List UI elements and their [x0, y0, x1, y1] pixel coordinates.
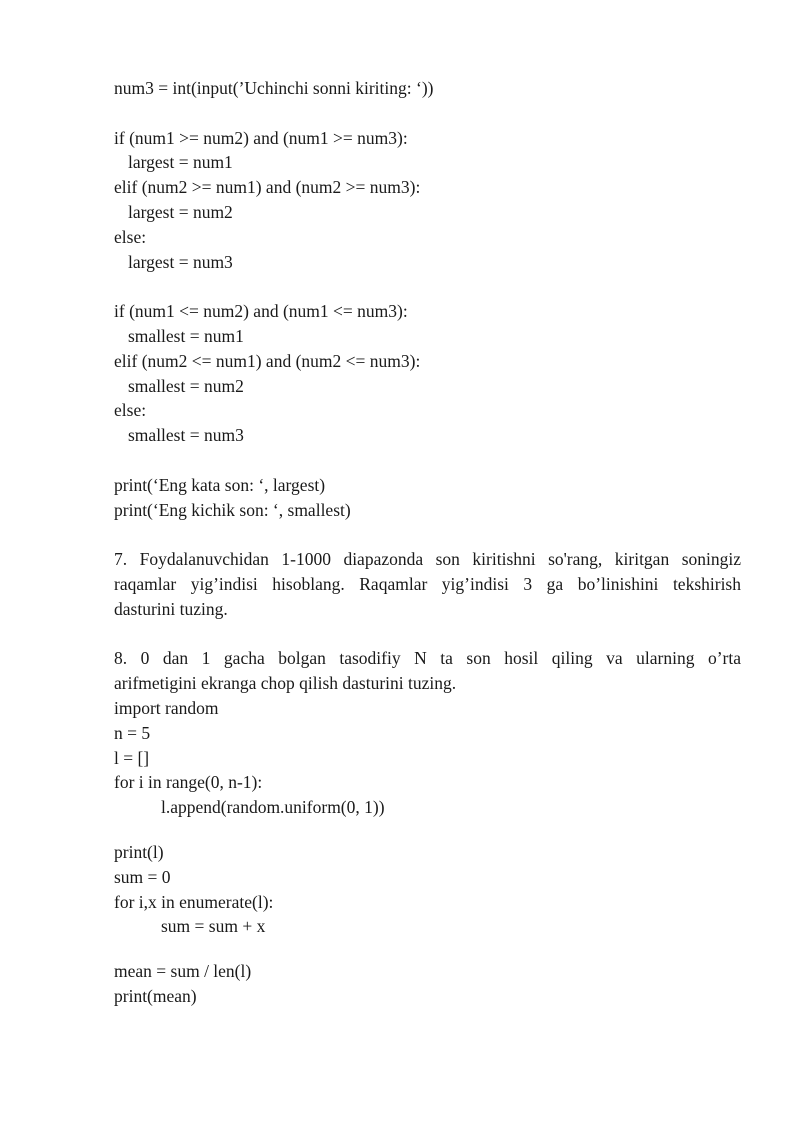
- paragraph-line: dasturini tuzing.: [114, 598, 228, 619]
- code-line: for i in range(0, n-1):: [114, 772, 263, 793]
- blank-line: [114, 522, 741, 547]
- code-line: smallest = num1: [128, 325, 244, 346]
- code-line: for i,x in enumerate(l):: [114, 891, 274, 912]
- code-line: mean = sum / len(l): [114, 961, 252, 982]
- paragraph-line: raqamlar yig’indisi hisoblang. Raqamlar yig’indisi 3 ga bo’linishini tekshirish: [114, 573, 741, 594]
- code-line: print(‘Eng kata son: ‘, largest): [114, 474, 326, 495]
- blank-line: [114, 939, 741, 959]
- code-line: import random: [114, 697, 219, 718]
- code-line: if (num1 >= num2) and (num1 >= num3):: [114, 127, 408, 148]
- blank-line: [114, 448, 741, 473]
- paragraph-line: arifmetigini ekranga chop qilish dasturini tuzing.: [114, 673, 457, 694]
- code-line: print(‘Eng kichik son: ‘, smallest): [114, 499, 351, 520]
- blank-line: [114, 101, 741, 126]
- document-page: [114, 76, 741, 1009]
- code-line: elif (num2 <= num1) and (num2 <= num3):: [114, 350, 421, 371]
- code-line: largest = num3: [128, 251, 233, 272]
- code-line: print(mean): [114, 985, 197, 1006]
- task-7-paragraph: [114, 547, 741, 621]
- blank-line: [114, 622, 741, 647]
- code-line: else:: [114, 226, 147, 247]
- paragraph-line: 8. 0 dan 1 gacha bolgan tasodifiy N ta son hosil qiling va ularning o’rta: [114, 648, 741, 669]
- code-line: elif (num2 >= num1) and (num2 >= num3):: [114, 177, 421, 198]
- code-block-max-min: [114, 76, 741, 522]
- code-line: else:: [114, 400, 147, 421]
- code-line: sum = sum + x: [161, 916, 266, 937]
- code-line: largest = num2: [128, 201, 233, 222]
- code-line: n = 5: [114, 722, 151, 743]
- paragraph-line: 7. Foydalanuvchidan 1-1000 diapazonda son kiritishni so'rang, kiritgan soningiz: [114, 549, 741, 570]
- code-line: smallest = num3: [128, 425, 244, 446]
- code-line: largest = num1: [128, 152, 233, 173]
- blank-line: [114, 274, 741, 299]
- code-line: l.append(random.uniform(0, 1)): [161, 797, 385, 818]
- blank-line: [114, 820, 741, 840]
- code-line: l = []: [114, 747, 150, 768]
- code-line: num3 = int(input(’Uchinchi sonni kiriting: ‘)): [114, 78, 434, 98]
- code-line: print(l): [114, 841, 164, 862]
- code-line: smallest = num2: [128, 375, 244, 396]
- code-line: sum = 0: [114, 866, 171, 887]
- task-8-paragraph: [114, 646, 741, 696]
- code-line: if (num1 <= num2) and (num1 <= num3):: [114, 301, 408, 322]
- code-block-random-mean: [114, 696, 741, 1009]
